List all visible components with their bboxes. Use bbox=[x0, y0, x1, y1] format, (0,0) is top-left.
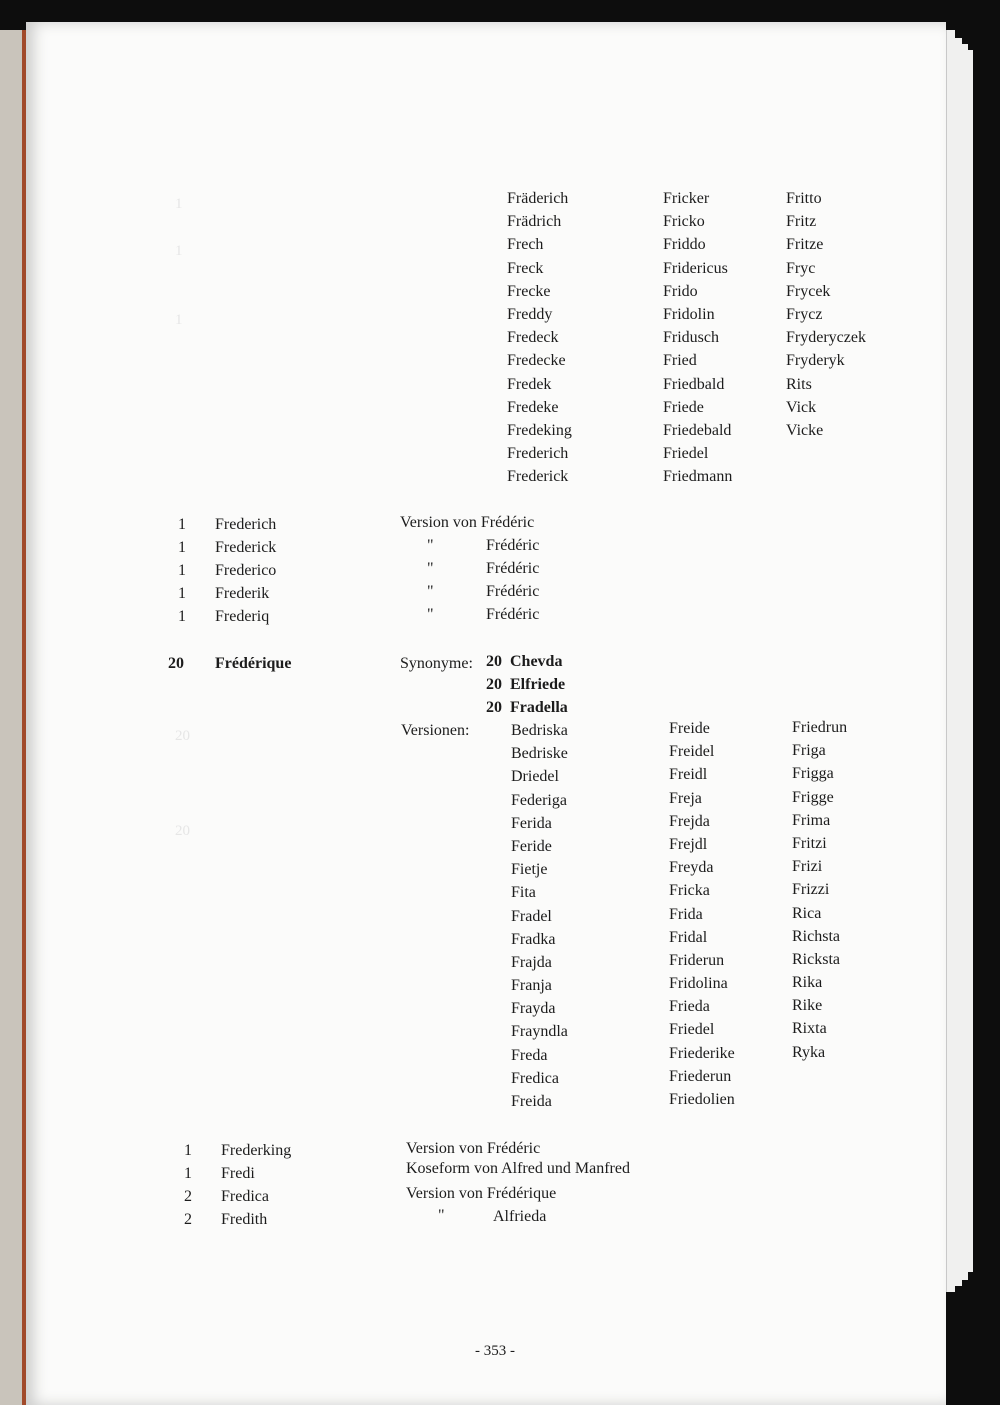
entry-note: Alfrieda bbox=[493, 1208, 547, 1225]
version-entry: Friederike bbox=[669, 1044, 735, 1062]
name-entry: Frycz bbox=[786, 305, 823, 323]
page-edge bbox=[954, 38, 962, 1286]
name-entry: Friede bbox=[663, 398, 704, 416]
name-entry: Friedbald bbox=[663, 375, 725, 393]
top-column-3 bbox=[786, 187, 866, 442]
synonym-count: 20 bbox=[486, 676, 502, 693]
name-entry: Fritz bbox=[786, 213, 817, 231]
show-through-text: 20 bbox=[175, 728, 190, 744]
name-entry: Fryderyk bbox=[786, 352, 845, 370]
versions-column-3 bbox=[792, 716, 847, 1064]
synonym-count: 20 bbox=[486, 653, 502, 670]
name-entry: Fredeking bbox=[507, 421, 572, 439]
name-entry: Fridolin bbox=[663, 305, 715, 323]
version-entry: Federiga bbox=[511, 791, 567, 809]
version-entry: Feride bbox=[511, 837, 552, 855]
version-entry: Freyda bbox=[669, 859, 714, 877]
entry-name: Fredi bbox=[221, 1165, 255, 1182]
page-number: - 353 - bbox=[475, 1343, 515, 1359]
entry-note: Frédéric bbox=[486, 560, 540, 577]
name-entry: Frycek bbox=[786, 282, 831, 300]
version-entry: Ricksta bbox=[792, 950, 840, 968]
synonym-count: 20 bbox=[486, 699, 502, 716]
entry-note: Version von Frédérique bbox=[406, 1185, 557, 1202]
version-entry: Bedriske bbox=[511, 745, 568, 763]
entry-name: Frederiq bbox=[215, 608, 270, 625]
version-entry: Frejdl bbox=[669, 835, 708, 853]
entry-count: 2 bbox=[184, 1211, 192, 1228]
version-entry: Friederun bbox=[669, 1067, 732, 1085]
entry-note: Frédéric bbox=[486, 583, 540, 600]
version-entry: Freda bbox=[511, 1046, 548, 1064]
name-entry: Fridusch bbox=[663, 329, 719, 347]
version-entry: Frajda bbox=[511, 953, 552, 971]
name-entry: Friedebald bbox=[663, 421, 732, 439]
name-entry: Fredeck bbox=[507, 329, 559, 347]
name-entry: Freddy bbox=[507, 305, 553, 323]
version-entry: Bedriska bbox=[511, 722, 568, 739]
main-entry-name: Frédérique bbox=[215, 655, 292, 672]
version-entry: Frigga bbox=[792, 765, 834, 783]
name-entry: Fredek bbox=[507, 375, 552, 393]
name-entry: Frech bbox=[507, 236, 544, 254]
version-entry: Fietje bbox=[511, 861, 548, 879]
show-through-text: 20 bbox=[175, 823, 190, 839]
entry-count: 1 bbox=[184, 1142, 192, 1159]
version-entry: Fridal bbox=[669, 928, 708, 946]
version-entry: Richsta bbox=[792, 927, 840, 945]
page-edge bbox=[961, 44, 968, 1280]
version-entry: Frieda bbox=[669, 998, 710, 1016]
name-entry: Fryc bbox=[786, 259, 816, 277]
synonym-name: Chevda bbox=[510, 653, 563, 670]
entry-note: Version von Frédéric bbox=[406, 1140, 541, 1157]
version-entry: Frejda bbox=[669, 812, 710, 830]
version-entry: Ryka bbox=[792, 1043, 826, 1061]
version-entry: Rika bbox=[792, 974, 823, 992]
versions-column-1 bbox=[511, 719, 568, 1113]
version-entry: Friderun bbox=[669, 951, 725, 969]
entry-note: Frédéric bbox=[486, 537, 540, 554]
version-entry: Frizi bbox=[792, 858, 823, 876]
name-entry: Fredecke bbox=[507, 352, 566, 370]
name-entry: Frederick bbox=[507, 468, 569, 486]
version-entry: Rica bbox=[792, 904, 822, 922]
version-entry: Friga bbox=[792, 742, 826, 760]
show-through-text: 1 bbox=[175, 243, 183, 259]
name-entry: Frido bbox=[663, 282, 698, 300]
name-entry: Vick bbox=[786, 398, 817, 416]
entry-note: Version von Frédéric bbox=[400, 514, 535, 531]
show-through-text: 1 bbox=[175, 312, 183, 328]
name-entry: Frederich bbox=[507, 445, 569, 463]
version-entry: Friedolien bbox=[669, 1091, 735, 1108]
ditto-mark: " bbox=[427, 537, 434, 554]
entry-note: Koseform von Alfred und Manfred bbox=[406, 1160, 630, 1177]
version-entry: Freidl bbox=[669, 766, 708, 784]
name-entry: Freck bbox=[507, 259, 544, 277]
version-entry: Frayda bbox=[511, 1000, 556, 1018]
version-entry: Freide bbox=[669, 720, 710, 737]
name-entry: Fritto bbox=[786, 190, 822, 207]
name-entry: Fredeke bbox=[507, 398, 559, 416]
name-entry: Rits bbox=[786, 375, 812, 393]
version-entry: Fricka bbox=[669, 882, 710, 900]
entry-name: Fredith bbox=[221, 1211, 268, 1228]
ditto-mark: " bbox=[427, 583, 434, 600]
version-entry: Frima bbox=[792, 811, 831, 829]
entry-name: Fredica bbox=[221, 1188, 269, 1205]
name-entry: Fried bbox=[663, 352, 697, 370]
name-entry: Friedel bbox=[663, 445, 709, 463]
version-entry: Frayndla bbox=[511, 1023, 568, 1041]
main-entry-count: 20 bbox=[168, 655, 184, 672]
version-entry: Friedrun bbox=[792, 719, 848, 736]
entry-name: Frederik bbox=[215, 585, 270, 602]
version-entry: Freja bbox=[669, 789, 702, 807]
name-entry: Fryderyczek bbox=[786, 329, 866, 347]
version-entry: Frizzi bbox=[792, 881, 830, 899]
versions-column-2 bbox=[669, 717, 735, 1111]
version-entry: Fita bbox=[511, 884, 536, 902]
synonym-name: Fradella bbox=[510, 699, 568, 716]
name-entry: Friddo bbox=[663, 236, 706, 254]
version-entry: Fradka bbox=[511, 930, 556, 948]
name-entry: Vicke bbox=[786, 421, 824, 439]
entry-note: Frédéric bbox=[486, 606, 540, 623]
top-column-2 bbox=[663, 187, 732, 488]
version-entry: Frida bbox=[669, 905, 703, 923]
ditto-mark: " bbox=[438, 1207, 445, 1224]
ditto-mark: " bbox=[427, 606, 434, 623]
top-column-1 bbox=[507, 187, 572, 488]
name-entry: Frädrich bbox=[507, 213, 562, 231]
version-entry: Rike bbox=[792, 997, 823, 1015]
name-entry: Fricko bbox=[663, 213, 705, 231]
version-entry: Freidel bbox=[669, 743, 715, 761]
version-entry: Fradel bbox=[511, 907, 552, 925]
ditto-mark: " bbox=[427, 560, 434, 577]
version-entry: Driedel bbox=[511, 768, 559, 786]
name-entry: Fricker bbox=[663, 190, 710, 207]
name-entry: Friedmann bbox=[663, 468, 733, 486]
version-entry: Ferida bbox=[511, 814, 552, 832]
page-edge bbox=[946, 30, 955, 1292]
entry-name: Frederich bbox=[215, 516, 277, 533]
version-entry: Fridolina bbox=[669, 975, 728, 993]
entry-name: Frederick bbox=[215, 539, 277, 556]
entry-count: 1 bbox=[184, 1165, 192, 1182]
version-entry: Friedel bbox=[669, 1021, 715, 1039]
entry-count: 1 bbox=[178, 539, 186, 556]
version-entry: Fredica bbox=[511, 1069, 559, 1087]
show-through-text: 1 bbox=[175, 196, 183, 212]
versions-label: Versionen: bbox=[401, 722, 470, 739]
entry-count: 2 bbox=[184, 1188, 192, 1205]
version-entry: Franja bbox=[511, 977, 552, 995]
version-entry: Rixta bbox=[792, 1020, 827, 1038]
name-entry: Fritze bbox=[786, 236, 824, 254]
entry-count: 1 bbox=[178, 562, 186, 579]
name-entry: Fräderich bbox=[507, 190, 569, 207]
name-entry: Fridericus bbox=[663, 259, 728, 277]
entry-name: Frederico bbox=[215, 562, 277, 579]
version-entry: Fritzi bbox=[792, 834, 827, 852]
entry-count: 1 bbox=[178, 608, 186, 625]
version-entry: Frigge bbox=[792, 788, 834, 806]
synonyms-label: Synonyme: bbox=[400, 655, 473, 672]
synonym-name: Elfriede bbox=[510, 676, 566, 693]
name-entry: Frecke bbox=[507, 282, 551, 300]
entry-count: 1 bbox=[178, 516, 186, 533]
entry-count: 1 bbox=[178, 585, 186, 602]
version-entry: Freida bbox=[511, 1093, 552, 1110]
entry-name: Frederking bbox=[221, 1142, 292, 1159]
